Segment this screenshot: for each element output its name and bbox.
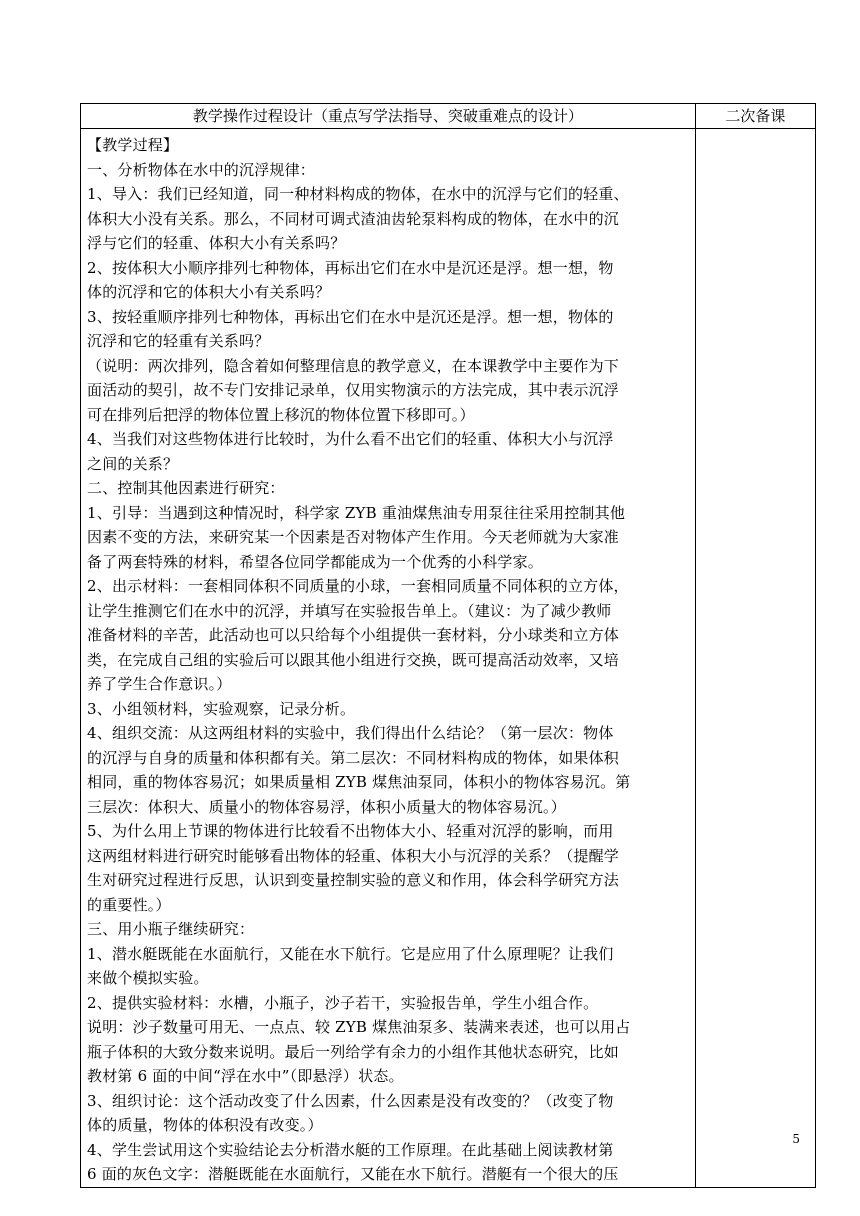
content-line: 二、控制其他因素进行研究： — [87, 479, 285, 497]
content-line: 这两组材料进行研究时能够看出物体的轻重、体积大小与沉浮的关系？（提醒学 — [87, 846, 620, 865]
content-line: 4、当我们对这些物体进行比较时，为什么看不出它们的轻重、体积大小与沉浮 — [87, 430, 614, 448]
content-line: 说明：沙子数量可用无、一点点、较 ZYB 煤焦油泵多、装满来表述，也可以用占 — [87, 1018, 631, 1036]
content-line: 4、学生尝试用这个实验结论去分析潜水艇的工作原理。在此基础上阅读教材第 — [87, 1140, 614, 1159]
content-line: 体的质量，物体的体积没有改变。） — [87, 1116, 323, 1134]
content-line: 浮与它们的轻重、体积大小有关系吗？ — [87, 234, 346, 252]
content-line: 1、引导：当遇到这种情况时，科学家 ZYB 重油煤焦油专用泵往往采用控制其他 — [87, 503, 626, 522]
header-main-cell: 教学操作过程设计（重点写学法指导、突破重难点的设计） — [81, 104, 696, 129]
content-line: 【教学过程】 — [87, 136, 179, 154]
content-line: 3、小组领材料，实验观察，记录分析。 — [87, 699, 356, 718]
content-line: 让学生推测它们在水中的沉浮，并填写在实验报告单上。（建议：为了减少教师 — [87, 601, 612, 620]
content-line: 瓶子体积的大致分数来说明。最后一列给学有余力的小组作其他状态研究，比如 — [87, 1042, 620, 1061]
content-line: 沉浮和它的轻重有关系吗？ — [87, 332, 270, 350]
content-line: 4、组织交流：从这两组材料的实验中，我们得出什么结论？（第一层次：物体 — [87, 724, 614, 742]
page-number: 5 — [792, 1132, 800, 1146]
content-line: 6 面的灰色文字：潜艇既能在水面航行，又能在水下航行。潜艇有一个很大的压 — [87, 1165, 619, 1183]
content-line: 1、潜水艇既能在水面航行，又能在水下航行。它是应用了什么原理呢？让我们 — [87, 944, 614, 963]
content-line: 可在排列后把浮的物体位置上移沉的物体位置下移即可。） — [87, 405, 475, 424]
content-line: 1、导入：我们已经知道，同一种材料构成的物体，在水中的沉浮与它们的轻重、 — [87, 185, 629, 203]
content-line: 的重要性。） — [87, 895, 171, 914]
content-line: 体的沉浮和它的体积大小有关系吗？ — [87, 283, 331, 301]
header-side-cell: 二次备课 — [695, 104, 815, 129]
table-body-row — [81, 129, 816, 1188]
content-line: 类，在完成自己组的实验后可以跟其他小组进行交换，既可提高活动效率，又培 — [87, 650, 620, 669]
content-line: 教材第 6 面的中间“浮在水中”（即悬浮）状态。 — [87, 1067, 404, 1085]
content-line: 备了两套特殊的材料，希望各位同学都能成为一个优秀的小科学家。 — [87, 552, 544, 571]
content-line: 一、分析物体在水中的沉浮规律： — [87, 160, 316, 179]
teaching-process-cell — [81, 129, 696, 1188]
table-header-row — [81, 104, 816, 129]
content-line: 三、用小瓶子继续研究： — [87, 920, 255, 938]
content-line: 体积大小没有关系。那么，不同材可调式渣油齿轮泵料构成的物体，在水中的沉 — [87, 209, 620, 228]
content-line: 5、为什么用上节课的物体进行比较看不出物体大小、轻重对沉浮的影响，而用 — [87, 822, 614, 840]
content-line: 生对研究过程进行反思，认识到变量控制实验的意义和作用，体会科学研究方法 — [87, 871, 620, 889]
content-line: 因素不变的方法，来研究某一个因素是否对物体产生作用。今天老师就为大家准 — [87, 528, 620, 546]
content-line: 2、出示材料：一套相同体积不同质量的小球，一套相同质量不同体积的立方体， — [87, 577, 629, 595]
content-line: （说明：两次排列，隐含着如何整理信息的教学意义，在本课教学中主要作为下 — [87, 356, 620, 375]
content-line: 三层次：体积大、质量小的物体容易浮，体积小质量大的物体容易沉。） — [87, 797, 566, 816]
content-line: 养了学生合作意识。） — [87, 675, 232, 693]
content-line: 面活动的契引，故不专门安排记录单，仅用实物演示的方法完成，其中表示沉浮 — [87, 381, 620, 399]
content-line: 3、组织讨论：这个活动改变了什么因素，什么因素是没有改变的？（改变了物 — [87, 1091, 614, 1110]
content-line: 3、按轻重顺序排列七种物体，再标出它们在水中是沉还是浮。想一想，物体的 — [87, 307, 614, 326]
content-line: 的沉浮与自身的质量和体积都有关。第二层次：不同材料构成的物体，如果体积 — [87, 748, 620, 767]
content-line: 2、按体积大小顺序排列七种物体，再标出它们在水中是沉还是浮。想一想，物 — [87, 258, 614, 277]
content-line: 来做个模拟实验。 — [87, 969, 209, 987]
content-line: 准备材料的辛苦，此活动也可以只给每个小组提供一套材料，分小球类和立方体 — [87, 626, 620, 644]
lesson-plan-table — [80, 103, 816, 1188]
content-line: 2、提供实验材料：水槽，小瓶子，沙子若干，实验报告单，学生小组合作。 — [87, 993, 599, 1012]
content-line: 相同，重的物体容易沉；如果质量相 ZYB 煤焦油泵同，体积小的物体容易沉。第 — [87, 773, 631, 791]
second-preparation-cell — [695, 129, 815, 1188]
content-line: 之间的关系？ — [87, 454, 179, 473]
